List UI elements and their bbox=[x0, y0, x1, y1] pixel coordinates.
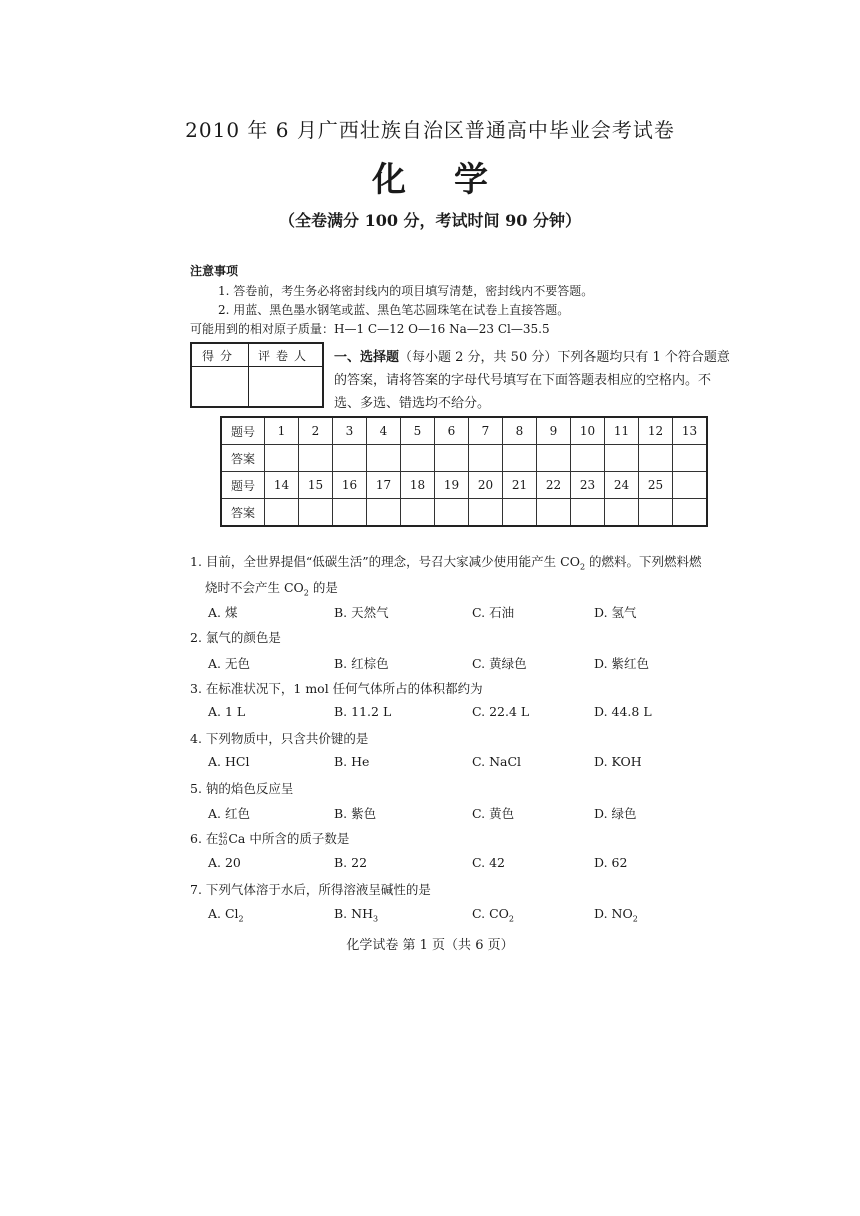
question-number: 6 bbox=[435, 417, 469, 445]
score-box bbox=[190, 342, 324, 408]
option-c[interactable]: C. NaCl bbox=[472, 754, 522, 769]
question-number: 19 bbox=[435, 472, 469, 499]
question-number: 20 bbox=[469, 472, 503, 499]
answer-cell[interactable] bbox=[435, 445, 469, 472]
exam-info: （全卷满分 100 分，考试时间 90 分钟） bbox=[279, 211, 581, 230]
option-c-text: C. CO bbox=[472, 906, 509, 921]
question-number: 2 bbox=[299, 417, 333, 445]
notice-item-1: 1. 答卷前，考生务必将密封线内的项目填写清楚，密封线内不要答题。 bbox=[218, 284, 594, 298]
isotope-mass-number: 42 bbox=[218, 831, 228, 840]
row-label-number: 题号 bbox=[221, 417, 265, 445]
question-number: 7 bbox=[469, 417, 503, 445]
notice-item-2: 2. 用蓝、黑色墨水钢笔或蓝、黑色笔芯圆珠笔在试卷上直接答题。 bbox=[218, 303, 570, 317]
question-number: 24 bbox=[605, 472, 639, 499]
question-2: 2. 氯气的颜色是 bbox=[190, 630, 281, 645]
question-number: 5 bbox=[401, 417, 435, 445]
option-b[interactable]: B. 红棕色 bbox=[334, 656, 389, 671]
option-d[interactable]: D. 44.8 L bbox=[594, 704, 652, 719]
question-7: 7. 下列气体溶于水后，所得溶液呈碱性的是 bbox=[190, 882, 431, 897]
answer-cell[interactable] bbox=[299, 499, 333, 527]
answer-cell[interactable] bbox=[435, 499, 469, 527]
answer-table-number-row-1 bbox=[221, 417, 707, 445]
option-a[interactable]: A. 1 L bbox=[208, 704, 246, 719]
option-a-subscript: 2 bbox=[238, 914, 244, 924]
option-c-subscript: 2 bbox=[508, 914, 514, 924]
answer-cell[interactable] bbox=[265, 445, 299, 472]
question-number: 16 bbox=[333, 472, 367, 499]
option-a[interactable]: A. 20 bbox=[208, 855, 241, 870]
option-d[interactable]: D. 绿色 bbox=[594, 806, 637, 821]
section-title: 一、选择题 bbox=[334, 350, 400, 365]
question-number bbox=[673, 472, 708, 499]
isotope-element: Ca bbox=[228, 831, 246, 846]
answer-cell[interactable] bbox=[333, 445, 367, 472]
answer-cell[interactable] bbox=[265, 499, 299, 527]
option-b[interactable]: B. 22 bbox=[334, 855, 368, 870]
answer-cell[interactable] bbox=[571, 445, 605, 472]
q1-subscript: 2 bbox=[579, 562, 586, 572]
question-number: 8 bbox=[503, 417, 537, 445]
answer-cell[interactable] bbox=[673, 445, 708, 472]
section-intro bbox=[334, 346, 730, 415]
grader-label: 评卷人 bbox=[258, 349, 313, 363]
answer-table-number-row-2 bbox=[221, 472, 707, 499]
score-label: 得分 bbox=[202, 349, 239, 363]
option-d[interactable]: D. 氢气 bbox=[594, 605, 637, 620]
row-label-number: 题号 bbox=[221, 472, 265, 499]
option-c[interactable]: C. 黄绿色 bbox=[472, 656, 527, 671]
question-number: 4 bbox=[367, 417, 401, 445]
option-a-text: A. Cl bbox=[208, 906, 239, 921]
option-d-text: D. NO bbox=[594, 906, 633, 921]
option-c[interactable]: C. 黄色 bbox=[472, 806, 515, 821]
answer-cell[interactable] bbox=[367, 445, 401, 472]
answer-cell[interactable] bbox=[401, 499, 435, 527]
question-number: 12 bbox=[639, 417, 673, 445]
option-c[interactable]: C. 石油 bbox=[472, 605, 515, 620]
option-a[interactable] bbox=[208, 906, 244, 924]
question-number: 10 bbox=[571, 417, 605, 445]
answer-cell[interactable] bbox=[401, 445, 435, 472]
question-number: 15 bbox=[299, 472, 333, 499]
option-b[interactable]: B. 天然气 bbox=[334, 605, 389, 620]
option-d[interactable]: D. 紫红色 bbox=[594, 656, 650, 671]
option-a[interactable]: A. 无色 bbox=[208, 656, 250, 671]
option-b[interactable] bbox=[334, 906, 378, 924]
option-c[interactable] bbox=[472, 906, 514, 924]
question-number: 25 bbox=[639, 472, 673, 499]
answer-cell[interactable] bbox=[333, 499, 367, 527]
question-number: 23 bbox=[571, 472, 605, 499]
q1-text: 1. 目前，全世界提倡“低碳生活”的理念，号召大家减少使用能产生 CO bbox=[190, 554, 580, 569]
answer-cell[interactable] bbox=[537, 445, 571, 472]
question-number: 11 bbox=[605, 417, 639, 445]
question-number: 1 bbox=[265, 417, 299, 445]
answer-cell[interactable] bbox=[639, 445, 673, 472]
answer-cell[interactable] bbox=[605, 445, 639, 472]
answer-cell[interactable] bbox=[571, 499, 605, 527]
option-b-subscript: 3 bbox=[372, 914, 379, 924]
q1-text-2: 烧时不会产生 CO bbox=[205, 580, 304, 595]
option-b[interactable]: B. 11.2 L bbox=[334, 704, 392, 719]
option-d-subscript: 2 bbox=[632, 914, 638, 924]
q6-text-post: 中所含的质子数是 bbox=[245, 831, 350, 846]
answer-cell[interactable] bbox=[503, 445, 537, 472]
q1-text-tail: 的燃料。下列燃料燃 bbox=[585, 554, 702, 569]
option-a[interactable]: A. 红色 bbox=[208, 806, 250, 821]
answer-table-answer-row-1 bbox=[221, 445, 707, 472]
answer-table-answer-row-2 bbox=[221, 499, 707, 527]
answer-cell[interactable] bbox=[469, 445, 503, 472]
question-4: 4. 下列物质中，只含共价键的是 bbox=[190, 731, 369, 746]
question-1-line-2 bbox=[205, 578, 338, 598]
answer-cell[interactable] bbox=[639, 499, 673, 527]
answer-cell[interactable] bbox=[503, 499, 537, 527]
question-1-line-1 bbox=[190, 552, 735, 572]
isotope-atomic-number: 20 bbox=[218, 838, 228, 847]
page-footer: 化学试卷 第 1 页（共 6 页） bbox=[346, 938, 514, 953]
exam-title: 2010 年 6 月广西壮族自治区普通高中毕业会考试卷 bbox=[185, 118, 675, 142]
option-b[interactable]: B. He bbox=[334, 754, 370, 769]
question-number: 9 bbox=[537, 417, 571, 445]
question-number: 21 bbox=[503, 472, 537, 499]
row-label-answer: 答案 bbox=[221, 499, 265, 527]
question-number: 13 bbox=[673, 417, 708, 445]
answer-cell[interactable] bbox=[673, 499, 708, 527]
question-6 bbox=[190, 829, 349, 847]
question-number: 18 bbox=[401, 472, 435, 499]
atomic-masses: 可能用到的相对原子质量：H—1 C—12 O—16 Na—23 Cl—35.5 bbox=[190, 322, 550, 336]
option-c[interactable]: C. 22.4 L bbox=[472, 704, 530, 719]
q1-subscript-2: 2 bbox=[303, 588, 309, 598]
question-number: 17 bbox=[367, 472, 401, 499]
isotope-notation bbox=[218, 833, 227, 847]
option-d[interactable]: D. 62 bbox=[594, 855, 628, 870]
subject-title: 化学 bbox=[372, 160, 536, 200]
q6-text-pre: 6. 在 bbox=[190, 831, 219, 846]
option-b-text: B. NH bbox=[334, 906, 373, 921]
answer-cell[interactable] bbox=[367, 499, 401, 527]
row-label-answer: 答案 bbox=[221, 445, 265, 472]
question-number: 14 bbox=[265, 472, 299, 499]
question-number: 3 bbox=[333, 417, 367, 445]
answer-cell[interactable] bbox=[605, 499, 639, 527]
option-b[interactable]: B. 紫色 bbox=[334, 806, 377, 821]
option-d[interactable] bbox=[594, 906, 638, 924]
option-d[interactable]: D. KOH bbox=[594, 754, 642, 769]
option-c[interactable]: C. 42 bbox=[472, 855, 505, 870]
answer-table bbox=[220, 416, 708, 527]
notice-heading: 注意事项 bbox=[190, 264, 239, 278]
option-a[interactable]: A. HCl bbox=[208, 754, 250, 769]
question-5: 5. 钠的焰色反应呈 bbox=[190, 781, 294, 796]
answer-cell[interactable] bbox=[469, 499, 503, 527]
answer-cell[interactable] bbox=[299, 445, 333, 472]
question-3: 3. 在标准状况下，1 mol 任何气体所占的体积都约为 bbox=[190, 681, 483, 696]
section-description: （每小题 2 分，共 50 分）下列各题均只有 1 个符合题意的答案，请将答案的字母代号填写在下面答题表相应的空格内。不选、多选、错选均不给分。 bbox=[334, 350, 730, 411]
question-number: 22 bbox=[537, 472, 571, 499]
option-a[interactable]: A. 煤 bbox=[208, 605, 238, 620]
answer-cell[interactable] bbox=[537, 499, 571, 527]
q1-text-2-tail: 的是 bbox=[308, 580, 338, 595]
